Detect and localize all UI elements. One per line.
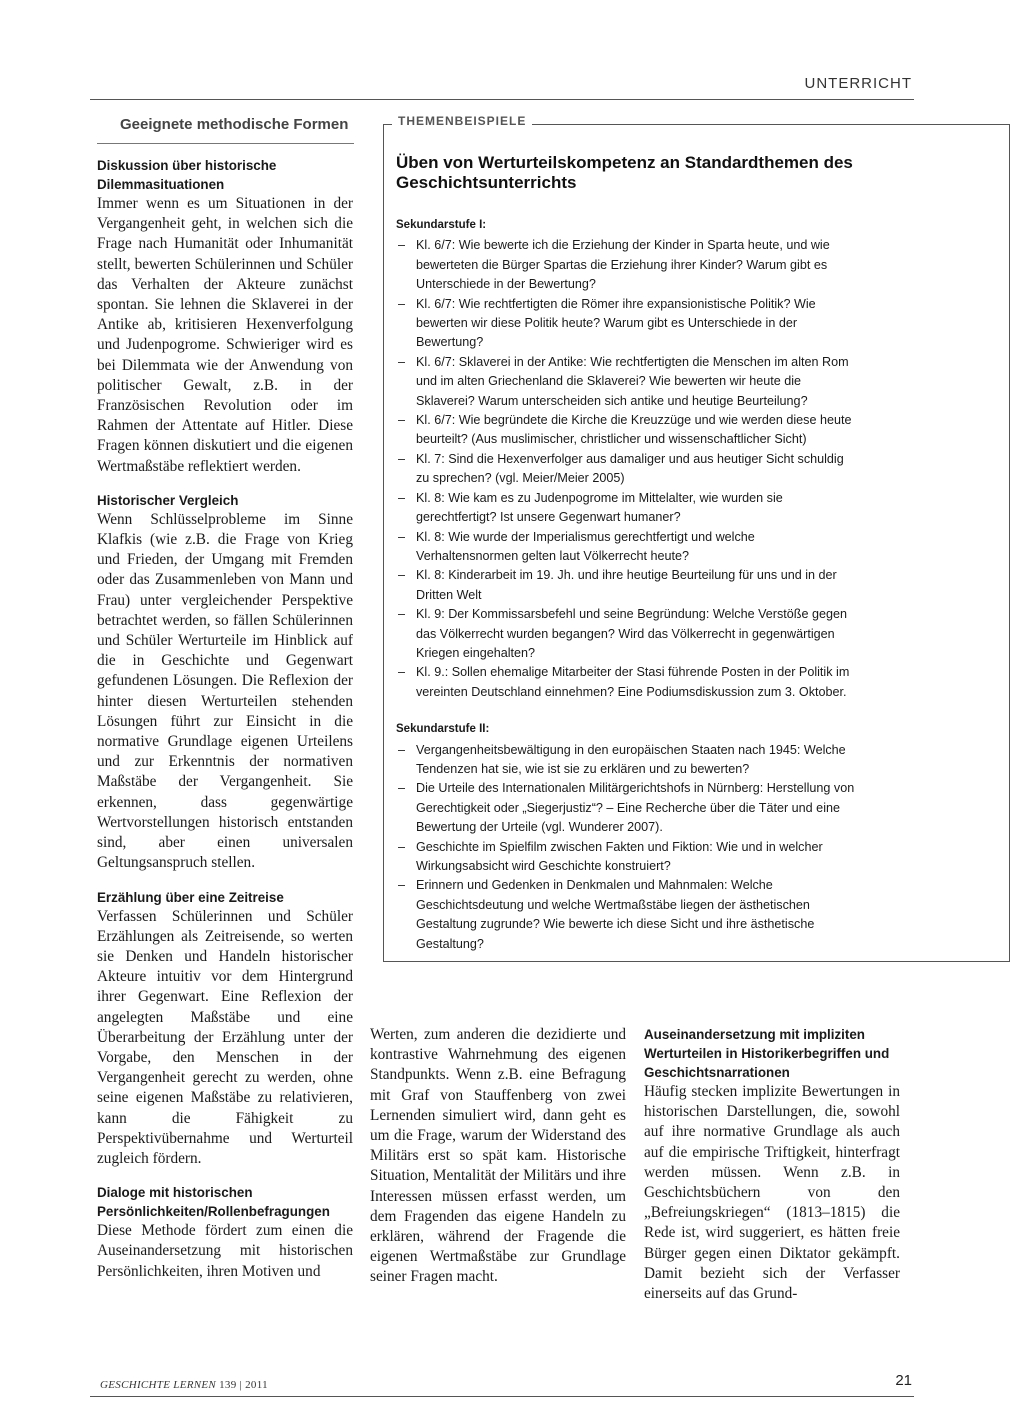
sek2-list <box>396 741 858 954</box>
list-item: – Kl. 8: Wie kam es zu Judenpogrome im Mittelalter, wie wurden sie gerechtfertigt? Ist unsere Gegenwart humaner? <box>396 489 858 528</box>
sek1-title: Sekundarstufe I: <box>396 219 487 231</box>
list-item: – Kl. 7: Sind die Hexenverfolger aus damaliger und aus heutiger Sicht schuldig zu sprechen? (vgl. Meier/Meier 2005) <box>396 450 858 489</box>
box-label: THEMENBEISPIELE <box>392 114 532 128</box>
column-2-text: Werten, zum anderen die dezidierte und kontrastive Wahrnehmung des eigenen Standpunkts. Wenn z.B. eine Befragung mit Graf von Stauffenberg von zwei Lernenden simuliert wird, dann geht es um die Frage, warum der Widerstand des Militärs erst so spät kam. Historische Situation, Mentalität der Militärs und ihre Interessen müssen erfasst werden, um dem Fragenden das eigene Handeln zu erklären, während der Fragende die eigenen Wertmaßstäbe zur Grundlage seiner Fragen macht. <box>370 1026 626 1286</box>
section-title-dilemma: Diskussion über historische Dilemmasituationen <box>97 158 277 192</box>
section-text-werturteile: Häufig stecken implizite Bewertungen in historischen Darstellungen, die, sowohl auf ihre normative Grundlage als auch auf die empirische Triftigkeit, hinterfragt werden müssen. Wenn z.B. in Geschichtsbüchern von den „Befreiungskriegen“ (1813–1815) die Rede ist, wird suggeriert, es hätten freie Bürger gegen einen Diktator gekämpft. Damit bezieht sich der Verfasser einerseits auf das Grund- <box>644 1083 900 1303</box>
footer-rule <box>90 1396 914 1397</box>
section-text-vergleich: Wenn Schlüsselprobleme im Sinne Klafkis (wie z.B. die Frage von Krieg und Frieden, der Umgang mit Fremden oder das Zusammenleben von Mann und Frau) unter vergleichender Perspektive betrachtet werden, so fällen Schülerinnen und Schüler Werturteile im Hinblick auf die in Geschichte und Gegenwart gefundenen Lösungen. Die Reflexion der hinter diesen Werturteilen stehenden Lösungen führt zur Einsicht in die normative Grundlage eigenen Urteilens und zur Erkenntnis der normativen Maßstäbe der Vergangenheit. Sie erkennen, dass gegenwärtige Wertvorstellungen historisch entstanden sind, aber einen universalen Geltungsanspruch stellen. <box>97 510 353 872</box>
section-text-dilemma: Immer wenn es um Situationen in der Vergangenheit geht, in welchen sich die Frage nach Humanität oder Inhumanität stellt, bewerten Schülerinnen und Schüler das Verhalten der Akteure zunächst spontan. Sie lehnen die Sklaverei in der Antike ab, kritisieren Hexenverfolgung und Judenpogrome. Schwieriger wird es bei Dilemmata wie der Anwendung von politischer Gewalt, z.B. in der Französischen Revolution oder im Rahmen der Attentate auf Hitler. Diese Fragen können diskutiert und die eigenen Wertmaßstäbe reflektiert werden. <box>97 195 353 475</box>
list-item: – Vergangenheitsbewältigung in den europäischen Staaten nach 1945: Welche Tendenzen hat sie, wie ist sie zu erklären und zu bewerten? <box>396 741 858 780</box>
list-item: – Die Urteile des Internationalen Militärgerichtshofs in Nürnberg: Herstellung von Gerechtigkeit oder „Siegerjustiz“? – Eine Recherche über die Täter und eine Bewertung der Urteile (vgl. Wunderer 2007). <box>396 779 858 837</box>
left-heading-rule <box>97 143 354 144</box>
section-title-werturteile: Auseinandersetzung mit impliziten Werturteilen in Historikerbegriffen und Geschichtsnarrationen <box>644 1027 890 1080</box>
column-2 <box>370 1025 626 1288</box>
column-3 <box>644 1025 900 1304</box>
section-title-dialoge: Dialoge mit historischen Persönlichkeiten/Rollenbefragungen <box>97 1185 330 1220</box>
list-item: – Kl. 6/7: Wie begründete die Kirche die Kreuzzüge und wie werden diese heute beurteilt? (Aus muslimischer, christlicher und wissenschaftlicher Sicht) <box>396 411 858 450</box>
section-title-zeitreise: Erzählung über eine Zeitreise <box>97 889 284 905</box>
column-1 <box>97 156 353 1282</box>
list-item: – Kl. 6/7: Wie rechtfertigten die Römer ihre expansionistische Politik? Wie bewerten wir diese Politik heute? Warum gibt es Unterschiede in der Bewertung? <box>396 295 858 353</box>
list-item: – Geschichte im Spielfilm zwischen Fakten und Fiktion: Wie und in welcher Wirkungsabsicht wird Geschichte konstruiert? <box>396 838 858 877</box>
list-item: – Kl. 8: Wie wurde der Imperialismus gerechtfertigt und welche Verhaltensnormen gelten laut Völkerrecht heute? <box>396 528 858 567</box>
section-text-dialoge: Diese Methode fördert zum einen die Auseinandersetzung mit historischen Persönlichkeiten, ihren Motiven und <box>97 1222 353 1280</box>
left-column-heading: Geeignete methodische Formen <box>120 116 349 133</box>
box-title: Üben von Werturteilskompetenz an Standardthemen des Geschichtsunterrichts <box>396 153 853 192</box>
issue-number: 139 | 2011 <box>219 1379 268 1391</box>
box-content <box>396 216 858 954</box>
section-title-vergleich: Historischer Vergleich <box>97 492 239 508</box>
list-item: – Kl. 9.: Sollen ehemalige Mitarbeiter der Stasi führende Posten in der Politik im vereinten Deutschland einnehmen? Eine Podiumsdiskussion zum 3. Oktober. <box>396 663 858 702</box>
page-number: 21 <box>895 1372 912 1389</box>
sek2-title: Sekundarstufe II: <box>396 723 490 736</box>
footer-journal <box>100 1379 268 1391</box>
list-item: – Kl. 9: Der Kommissarsbefehl und seine Begründung: Welche Verstöße gegen das Völkerrecht wurden begangen? Wird das Völkerrecht in gegenwärtigen Kriegen eingehalten? <box>396 605 858 663</box>
header-rule <box>90 99 914 100</box>
list-item: – Kl. 6/7: Sklaverei in der Antike: Wie rechtfertigten die Menschen im alten Rom und im alten Griechenland die Sklaverei? Wie bewerten wir heute die Sklaverei? Warum unterscheiden sich antike und heutige Beurteilung? <box>396 353 858 411</box>
section-text-zeitreise: Verfassen Schülerinnen und Schüler Erzählungen als Zeitreisende, so werten sie Denken und Handeln historischer Akteure intuitiv vor dem Hintergrund ihrer Gegenwart. Eine Reflexion der angelegten Maßstäbe und eine Überarbeitung der Erzählung unter der Vorgabe, den Menschen in der Vergangenheit gerecht zu werden, ohne seine eigenen Maßstäbe zu relativieren, kann die Fähigkeit zu Perspektivübernahme und Werturteil zugleich fördern. <box>97 907 353 1167</box>
sek1-list <box>396 236 858 702</box>
list-item: – Kl. 8: Kinderarbeit im 19. Jh. und ihre heutige Beurteilung für uns und in der Dritten Welt <box>396 566 858 605</box>
list-item: – Kl. 6/7: Wie bewerte ich die Erziehung der Kinder in Sparta heute, und wie bewerteten die Bürger Spartas die Erziehung ihrer Kinder? Warum gibt es Unterschiede in der Bewertung? <box>396 236 858 294</box>
list-item: – Erinnern und Gedenken in Denkmalen und Mahnmalen: Welche Geschichtsdeutung und welche Wertmaßstäbe liegen der ästhetischen Gestaltung zugrunde? Wie bewerte ich diese Sicht und ihre ästhetische Gestaltung? <box>396 876 858 954</box>
section-label: UNTERRICHT <box>804 75 912 92</box>
journal-name: GESCHICHTE LERNEN <box>100 1379 217 1391</box>
